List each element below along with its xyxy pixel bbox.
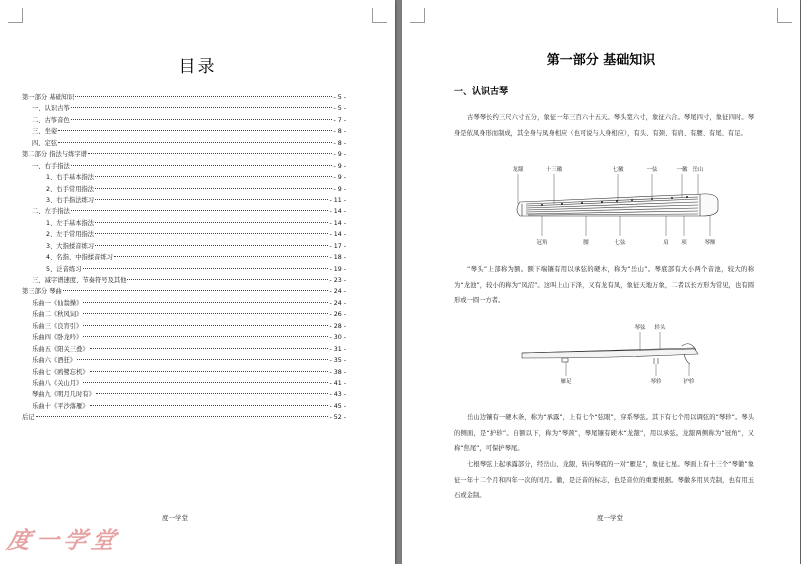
label-longyin: 龙龈: [512, 167, 524, 173]
crop-mark: [777, 8, 792, 23]
toc-entry-page: - 35 -: [329, 357, 346, 365]
toc-entry-label: 乐曲二《秋风词》: [32, 311, 83, 319]
toc-dot-leader: [83, 268, 329, 269]
toc-entry-label: 2、左手常用指法: [46, 231, 95, 239]
toc-dot-leader: [83, 313, 328, 314]
toc-entry-page: - 30 -: [329, 334, 346, 342]
toc-entry[interactable]: [22, 332, 346, 343]
part-title: 第一部分 基础知识: [546, 53, 656, 68]
toc-entry[interactable]: [22, 149, 346, 160]
toc-entry[interactable]: [22, 218, 346, 229]
toc-dot-leader: [36, 416, 329, 417]
content-page: [402, 0, 800, 564]
toc-page: [0, 0, 395, 564]
toc-entry-label: 一、认识古筝: [32, 105, 70, 113]
label-qixian: 七弦: [614, 240, 626, 246]
toc-entry-page: - 14 -: [329, 231, 346, 239]
label-yihui: 一徽: [676, 167, 688, 173]
page-footer: 度一学堂: [162, 514, 188, 522]
toc-entry[interactable]: [22, 264, 346, 275]
toc-entry-page: - 14 -: [329, 208, 346, 216]
toc-dot-leader: [90, 348, 329, 349]
toc-dot-leader: [83, 382, 328, 383]
toc-dot-leader: [96, 393, 328, 394]
label-shisanhui: 十三徽: [545, 167, 563, 173]
toc-entry[interactable]: [22, 138, 346, 149]
toc-entry-page: - 5 -: [333, 105, 346, 113]
toc-entry-label: 乐曲六《酒狂》: [32, 357, 77, 365]
toc-entry[interactable]: [22, 241, 346, 252]
toc-entry-label: 第三部分 琴曲: [22, 288, 62, 296]
toc-dot-leader: [90, 371, 329, 372]
toc-entry-label: 四、定弦: [32, 139, 58, 147]
toc-entry[interactable]: [22, 309, 346, 320]
toc-entry-page: - 9 -: [333, 162, 346, 170]
toc-entry-label: 4、名指、中指揉音练习: [46, 254, 113, 262]
crop-mark: [372, 8, 387, 23]
toc-entry-page: - 9 -: [333, 151, 346, 159]
toc-dot-leader: [95, 188, 332, 189]
toc-entry[interactable]: [22, 286, 346, 297]
toc-entry[interactable]: [22, 412, 346, 423]
watermark-stamp: 度一学堂: [4, 527, 123, 554]
label-yanzu: 雁足: [560, 379, 572, 385]
toc-entry-label: 3、右手指法练习: [46, 196, 95, 204]
qin-side-view-diagram: [514, 320, 714, 390]
toc-entry[interactable]: [22, 126, 346, 137]
toc-entry[interactable]: [22, 355, 346, 366]
crop-mark: [410, 8, 425, 23]
toc-entry[interactable]: [22, 275, 346, 286]
toc-entry[interactable]: [22, 172, 346, 183]
toc-entry[interactable]: [22, 401, 346, 412]
toc-dot-leader: [58, 142, 332, 143]
toc-entry-label: 乐曲十《平沙落雁》: [32, 402, 89, 410]
toc-entry[interactable]: [22, 229, 346, 240]
toc-list: [22, 92, 346, 424]
toc-entry-page: - 17 -: [329, 242, 346, 250]
toc-entry-page: - 8 -: [333, 139, 346, 147]
toc-entry-page: - 19 -: [329, 265, 346, 273]
label-jian: 肩: [663, 240, 669, 246]
toc-entry-page: - 31 -: [329, 345, 346, 353]
toc-entry-label: 1、右手基本指法: [46, 174, 95, 182]
toc-entry-label: 二、古筝音色: [32, 116, 70, 124]
toc-entry-page: - 24 -: [329, 299, 346, 307]
label-guanjiao: 冠角: [536, 240, 548, 246]
toc-entry-page: - 8 -: [333, 128, 346, 136]
label-yao: 腰: [583, 240, 589, 246]
toc-dot-leader: [71, 119, 333, 120]
toc-title: 目录: [178, 57, 217, 77]
toc-dot-leader: [58, 130, 332, 131]
toc-dot-leader: [63, 290, 329, 291]
toc-entry-label: 一、右手指法: [32, 162, 70, 170]
toc-entry-page: - 11 -: [329, 196, 346, 204]
toc-dot-leader: [127, 279, 328, 280]
label-qinxian: 琴弦: [634, 325, 646, 331]
label-qine: 琴额: [704, 240, 716, 246]
toc-entry-label: 乐曲四《卧龙吟》: [32, 334, 83, 342]
section-title: 一、认识古琴: [454, 87, 509, 97]
toc-entry[interactable]: [22, 389, 346, 400]
toc-entry-page: - 41 -: [329, 379, 346, 387]
toc-entry[interactable]: [22, 378, 346, 389]
toc-entry[interactable]: [22, 103, 346, 114]
label-yueshan: 岳山: [692, 167, 704, 173]
toc-dot-leader: [95, 222, 328, 223]
toc-dot-leader: [114, 256, 328, 257]
label-zhentou: 轸头: [654, 325, 666, 331]
toc-entry-label: 第二部分 指法与练字谱: [22, 151, 87, 159]
label-qinzhen: 琴轸: [650, 379, 662, 385]
toc-entry-page: - 45 -: [329, 402, 346, 410]
label-qihui: 七徽: [612, 167, 624, 173]
toc-dot-leader: [71, 165, 333, 166]
label-yixian: 一弦: [646, 167, 658, 173]
toc-entry-label: 乐曲七《鸥鹭忘机》: [32, 368, 89, 376]
toc-entry-page: - 7 -: [333, 116, 346, 124]
qin-top-view-diagram: [502, 160, 732, 250]
label-xiang: 项: [681, 240, 687, 246]
crop-mark: [8, 8, 23, 23]
toc-dot-leader: [95, 233, 328, 234]
paragraph: “琴头”上部称为额。额下端镶有用以承弦的硬木，称为“岳山”。琴底部有大小两个音池，较大的称为“龙池”，较小的称为“凤沼”。这叫上山下泽，又有龙有凤，象征天地万象，二者以长方形为常见，也有圆形或一圆一方者。: [454, 266, 754, 304]
paragraph: 七根琴弦上起承露部分，经岳山、龙龈，转向琴底的一对“雁足”，象征七星。琴面上有十三个“琴徽”象征一年十二个月和四年一次的闰月。徽，是泛音的标志，也是音位的重要根据。琴徽多用贝壳制，也有用玉石或金制。: [454, 461, 754, 499]
toc-entry[interactable]: [22, 367, 346, 378]
toc-entry-page: - 18 -: [329, 254, 346, 262]
toc-entry-page: - 5 -: [333, 94, 346, 101]
toc-dot-leader: [71, 210, 329, 211]
toc-dot-leader: [95, 199, 328, 200]
toc-entry[interactable]: [22, 92, 346, 103]
toc-entry-page: - 43 -: [329, 391, 346, 399]
toc-entry-label: 二、左手指法: [32, 208, 70, 216]
toc-entry[interactable]: [22, 252, 346, 263]
label-huzhen: 护轸: [683, 379, 695, 385]
toc-entry-label: 1、左手基本指法: [46, 219, 95, 227]
toc-entry-page: - 52 -: [329, 414, 346, 422]
toc-entry-page: - 38 -: [329, 368, 346, 376]
toc-dot-leader: [75, 96, 332, 97]
toc-entry-label: 乐曲八《关山月》: [32, 379, 83, 387]
toc-entry[interactable]: [22, 184, 346, 195]
toc-dot-leader: [71, 107, 333, 108]
toc-entry[interactable]: [22, 344, 346, 355]
toc-entry-page: - 24 -: [329, 288, 346, 296]
toc-entry-label: 乐曲一《仙翁操》: [32, 299, 83, 307]
toc-dot-leader: [83, 336, 328, 337]
toc-entry-page: - 28 -: [329, 322, 346, 330]
toc-entry-label: 乐曲三《良宵引》: [32, 322, 83, 330]
paragraph: 古琴琴长约三尺六寸五分，象征一年三百六十五天。琴头宽六寸，象征六合。琴尾四寸，象征四时。琴身是依凤身形而制成，其全身与凤身相应（也可说与人身相应），有头、有颈、有肩、有腰、有尾、有足。: [454, 114, 754, 137]
paragraph: 岳山边镶有一硬木条，称为“承露”，上有七个“弦眼”，穿系琴弦。其下有七个用以调弦的“琴轸”。琴头的侧面，是“护轸”。自额以下，称为“琴颈”，琴尾镶有硬木“龙龈”，用以承弦。龙龈两侧称为“冠角”，又称“焦尾”，可保护琴尾。: [454, 414, 754, 452]
toc-dot-leader: [90, 405, 329, 406]
toc-entry-page: - 9 -: [333, 185, 346, 193]
toc-entry[interactable]: [22, 206, 346, 217]
toc-dot-leader: [88, 153, 332, 154]
toc-entry-page: - 14 -: [329, 219, 346, 227]
toc-entry-label: 琴曲九《明月几时有》: [32, 391, 95, 399]
toc-entry-page: - 23 -: [329, 277, 346, 284]
toc-dot-leader: [95, 176, 332, 177]
toc-entry-label: 三、减字谱速度、节奏符号及其他: [32, 277, 127, 284]
toc-entry-label: 第一部分 基础知识: [22, 94, 75, 101]
toc-entry-label: 2、右手常用指法: [46, 185, 95, 193]
toc-entry[interactable]: [22, 321, 346, 332]
toc-dot-leader: [83, 325, 328, 326]
toc-entry-page: - 26 -: [329, 311, 346, 319]
toc-entry[interactable]: [22, 298, 346, 309]
toc-entry-label: 后记: [22, 414, 35, 422]
toc-entry-label: 5、泛音练习: [46, 265, 82, 273]
toc-entry[interactable]: [22, 115, 346, 126]
toc-entry-page: - 9 -: [333, 174, 346, 182]
toc-entry[interactable]: [22, 161, 346, 172]
toc-entry-label: 3、大指揉音练习: [46, 242, 95, 250]
page-footer: 度一学堂: [597, 514, 623, 522]
toc-dot-leader: [77, 359, 328, 360]
toc-entry-label: 乐曲五《阳关三叠》: [32, 345, 89, 353]
toc-entry[interactable]: [22, 195, 346, 206]
toc-dot-leader: [83, 302, 328, 303]
toc-entry-label: 三、坐姿: [32, 128, 58, 136]
toc-dot-leader: [95, 245, 328, 246]
